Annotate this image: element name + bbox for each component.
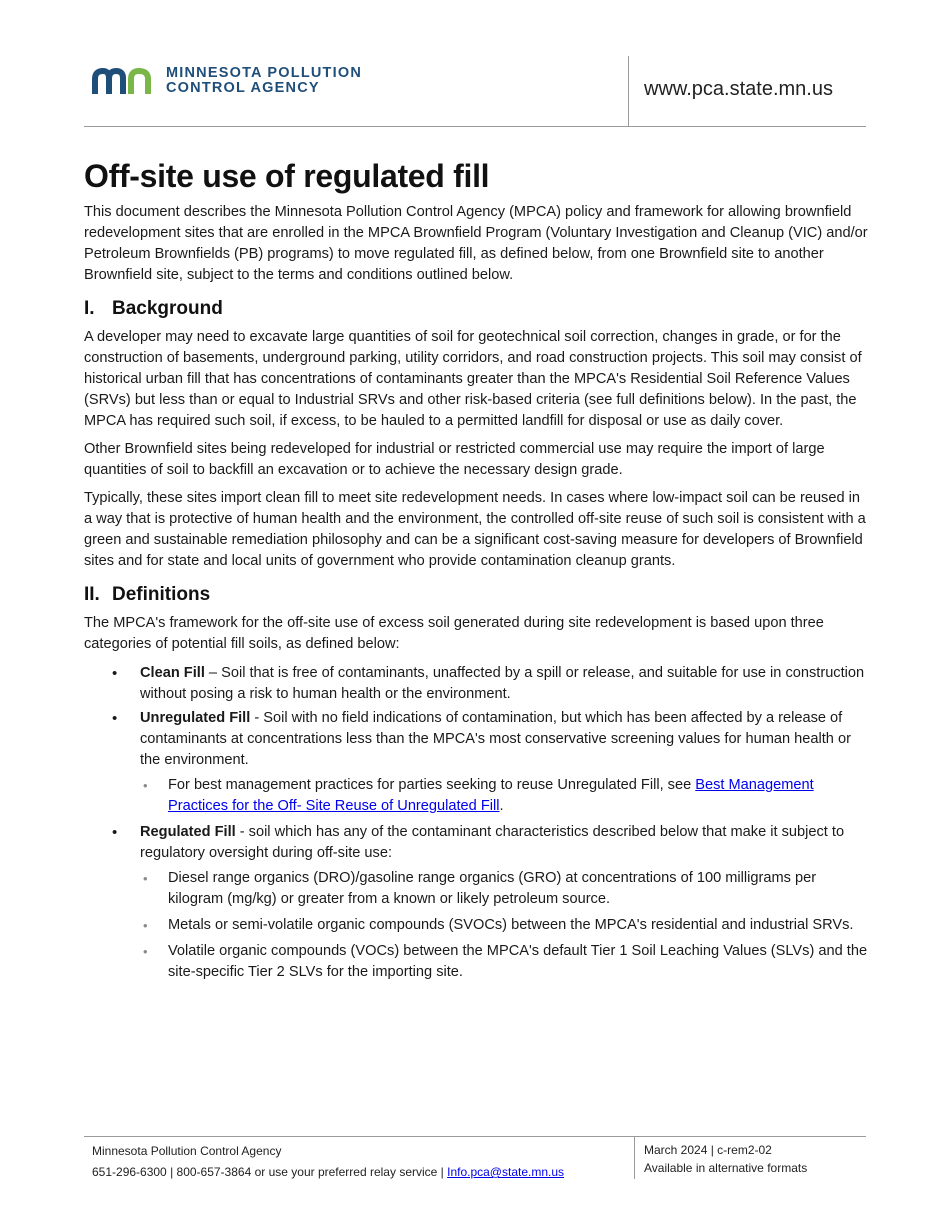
definition-regulated-fill (84, 822, 868, 983)
definition-term: Clean Fill (140, 665, 205, 681)
definition-text: - Soil with no field indications of contamination, but which has been affected by a release of contaminants at concentrations less than the MPCA's most conservative screening values for human health or the environment. (140, 710, 851, 768)
section-title: Background (112, 298, 223, 319)
logo-wordmark (166, 66, 362, 96)
background-paragraph: Typically, these sites import clean fill to meet site redevelopment needs. In cases where low-impact soil can be reused in a way that is protective of human health and the environment, the controlled off-site reuse of such soil is consistent with a green and sustainable remediation philosophy and can be a significant cost-saving measure for developers of Brownfield sites and for state and local units of government who provide contamination cleanup grants. (84, 490, 866, 569)
definition-term: Unregulated Fill (140, 710, 251, 726)
footer-email-link[interactable]: Info.pca@state.mn.us (447, 1165, 565, 1179)
website-url[interactable]: www.pca.state.mn.us (644, 78, 833, 100)
footer-meta (644, 1141, 807, 1177)
list-item: • Diesel range organics (DRO)/gasoline range organics (GRO) at concentrations of 100 milligrams per kilogram (mg/kg) or greater from a known or likely petroleum source. (140, 868, 868, 910)
section-heading-definitions (84, 584, 868, 605)
section-number: I. (84, 298, 95, 319)
background-paragraph: Other Brownfield sites being redeveloped for industrial or restricted commercial use may require the import of large quantities of soil to backfill an excavation or to achieve the necessary design grade. (84, 441, 825, 478)
footer-date-code: March 2024 | c-rem2-02 (644, 1143, 772, 1157)
logo-line-1: MINNESOTA POLLUTION (166, 65, 362, 81)
mpca-logo[interactable] (92, 66, 362, 96)
footer-agency: Minnesota Pollution Control Agency (92, 1144, 282, 1158)
footer-divider (634, 1137, 635, 1179)
section-number: II. (84, 584, 100, 605)
bmp-suffix: . (499, 798, 504, 814)
definition-clean-fill (84, 663, 868, 705)
definition-term: Regulated Fill (140, 824, 236, 840)
page-footer (84, 1136, 866, 1181)
regulated-sublist (140, 868, 868, 983)
unregulated-sublist (140, 775, 868, 817)
logo-line-2: CONTROL AGENCY (166, 80, 320, 96)
background-paragraph: A developer may need to excavate large quantities of soil for geotechnical soil correction, changes in grade, or for the construction of basements, underground parking, utility corridors, and road construction projects. This soil may consist of historical urban fill that has concentrations of contaminants greater than the MPCA's Residential Soil Reference Values (SRVs) but less than or equal to Industrial SRVs and other risk-based criteria (see full definitions below). In the past, the MPCA has required such soil, if excess, to be hauled to a permitted landfill for disposal or use as daily cover. (84, 329, 862, 429)
footer-contact (92, 1141, 564, 1183)
list-item: • Metals or semi-volatile organic compounds (SVOCs) between the MPCA's residential and industrial SRVs. (140, 915, 868, 936)
list-item (140, 775, 868, 817)
intro-paragraph: This document describes the Minnesota Pollution Control Agency (MPCA) policy and framework for allowing brownfield redevelopment sites that are enrolled in the MPCA Brownfield Program (Voluntary Investigation and Cleanup (VIC) and/or Petroleum Brownfields (PB) programs) to move regulated fill, as defined below, from one Brownfield site to another Brownfield site, subject to the terms and conditions outlined below. (84, 204, 868, 283)
section-title: Definitions (112, 584, 211, 605)
bmp-text: For best management practices for parties seeking to reuse Unregulated Fill, see (168, 777, 696, 793)
document-body (84, 202, 868, 988)
definition-text: - soil which has any of the contaminant characteristics described below that make it subject to regulatory oversight during off-site use: (140, 824, 845, 861)
definitions-intro: The MPCA's framework for the off-site use of excess soil generated during site redevelopment is based upon three categories of potential fill soils, as defined below: (84, 615, 824, 652)
mn-logo-icon (92, 66, 158, 96)
definitions-list (84, 663, 868, 983)
footer-phone-line (92, 1162, 564, 1183)
section-heading-background (84, 298, 868, 319)
header-divider (628, 56, 629, 126)
definition-unregulated-fill (84, 708, 868, 817)
page-header (84, 56, 866, 127)
footer-alt-formats: Available in alternative formats (644, 1161, 808, 1175)
list-item: • Volatile organic compounds (VOCs) between the MPCA's default Tier 1 Soil Leaching Values (SLVs) and the site-specific Tier 2 SLVs for the importing site. (140, 941, 868, 983)
footer-phone: 651-296-6300 | 800-657-3864 or use your preferred relay service | (92, 1165, 448, 1179)
bmp-link[interactable]: Best Management Practices for the Off- Site Reuse of Unregulated Fill (168, 777, 814, 814)
document-title: Off-site use of regulated fill (84, 158, 490, 194)
definition-text: – Soil that is free of contaminants, unaffected by a spill or release, and suitable for use in construction without posing a risk to human health or the environment. (140, 665, 865, 702)
